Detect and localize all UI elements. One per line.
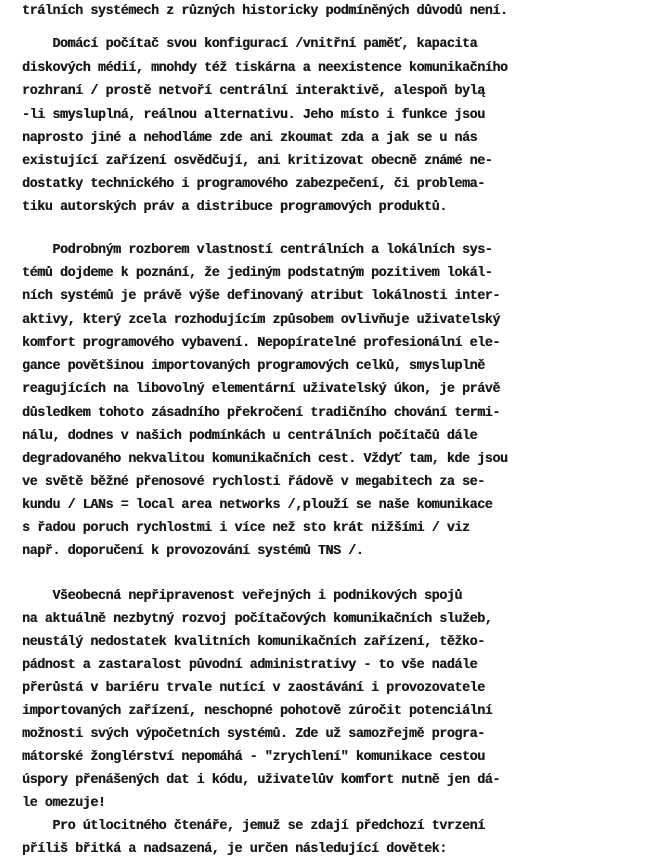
text-line: Pro útlocitného čtenáře, jemuž se zdají předchozí tvrzení [22,819,485,834]
text-line: naprosto jiné a nehodláme zde ani zkoumat zda a jak se u nás [22,131,478,146]
text-line: gance povětšinou importovaných programových celků, smysluplně [22,359,485,374]
text-line: existující zařízení osvědčují, ani kritizovat obecně známé ne- [22,154,493,169]
text-line: možnosti svých výpočetních systémů. Zde už samozřejmě progra- [22,727,485,742]
text-line: Domácí počítač svou konfigurací /vnitřní paměť, kapacita [22,37,478,52]
text-line: Podrobným rozborem vlastností centrálních a lokálních sys- [22,243,493,258]
text-line: le omezuje! [22,796,106,811]
text-line: komfort programového vybavení. Nepopíratelné profesionální ele- [22,336,500,351]
text-line: trálních systémech z různých historicky podmíněných důvodů není. [22,4,508,19]
text-line: Všeobecná nepřipravenost veřejných i podnikových spojů [22,589,462,604]
text-line: importovaných zařízení, neschopné pohotově zúročit potenciální [22,704,493,719]
text-line: na aktuálně nezbytný rozvoj počítačových komunikačních služeb, [22,612,493,627]
text-line: témů dojdeme k poznání, že jediným podstatným pozitivem lokál- [22,266,493,281]
text-line: aktivy, který zcela rozhodujícím způsobem ovlivňuje uživatelský [22,313,500,328]
text-line: s řadou poruch rychlostmi i více než sto krát nižšími / viz [22,521,470,536]
text-line: pádnost a zastaralost původní administrativy - to vše nadále [22,658,478,673]
text-line: -li smysluplná, reálnou alternativu. Jeho místo i funkce jsou [22,108,485,123]
text-line: reagujících na libovolný elementární uživatelský úkon, je právě [22,382,500,397]
text-line: ve světě běžné přenosové rychlosti řádově v megabitech za se- [22,475,485,490]
text-line: ních systémů je právě výše definovaný atribut lokálnosti inter- [22,289,500,304]
text-line: nálu, dodnes v našich podmínkách u centrálních počítačů dále [22,429,478,444]
text-line: důsledkem tohoto zásadního překročení tradičního chování termi- [22,406,500,421]
text-line: úspory přenášených dat i kódu, uživatelův komfort nutně jen dá- [22,773,500,788]
text-line: mátorské žonglérství nepomáhá - "zrychlení" komunikace cestou [22,750,485,765]
text-line: kundu / LANs = local area networks /,plouží se naše komunikace [22,498,493,513]
text-line: rozhraní / prostě netvoří centrální interaktivě, alespoň bylą [22,84,485,99]
text-line: např. doporučení k provozování systémů TNS /. [22,544,364,559]
text-line: přerůstá v bariéru trvale nutící v zaostávání i provozovatele [22,681,485,696]
text-line: diskových médií, mnohdy též tiskárna a neexistence komunikačního [22,61,508,76]
text-line: degradovaného nekvalitou komunikačních cest. Vždyť tam, kde jsou [22,452,508,467]
text-line: příliš břitká a nadsazená, je určen následující dovětek: [22,842,447,857]
text-line: dostatky technického i programového zabezpečení, či problema- [22,177,485,192]
text-line: neustálý nedostatek kvalitních komunikačních zařízení, těžko- [22,635,485,650]
text-line: tiku autorských práv a distribuce programových produktů. [22,200,447,215]
